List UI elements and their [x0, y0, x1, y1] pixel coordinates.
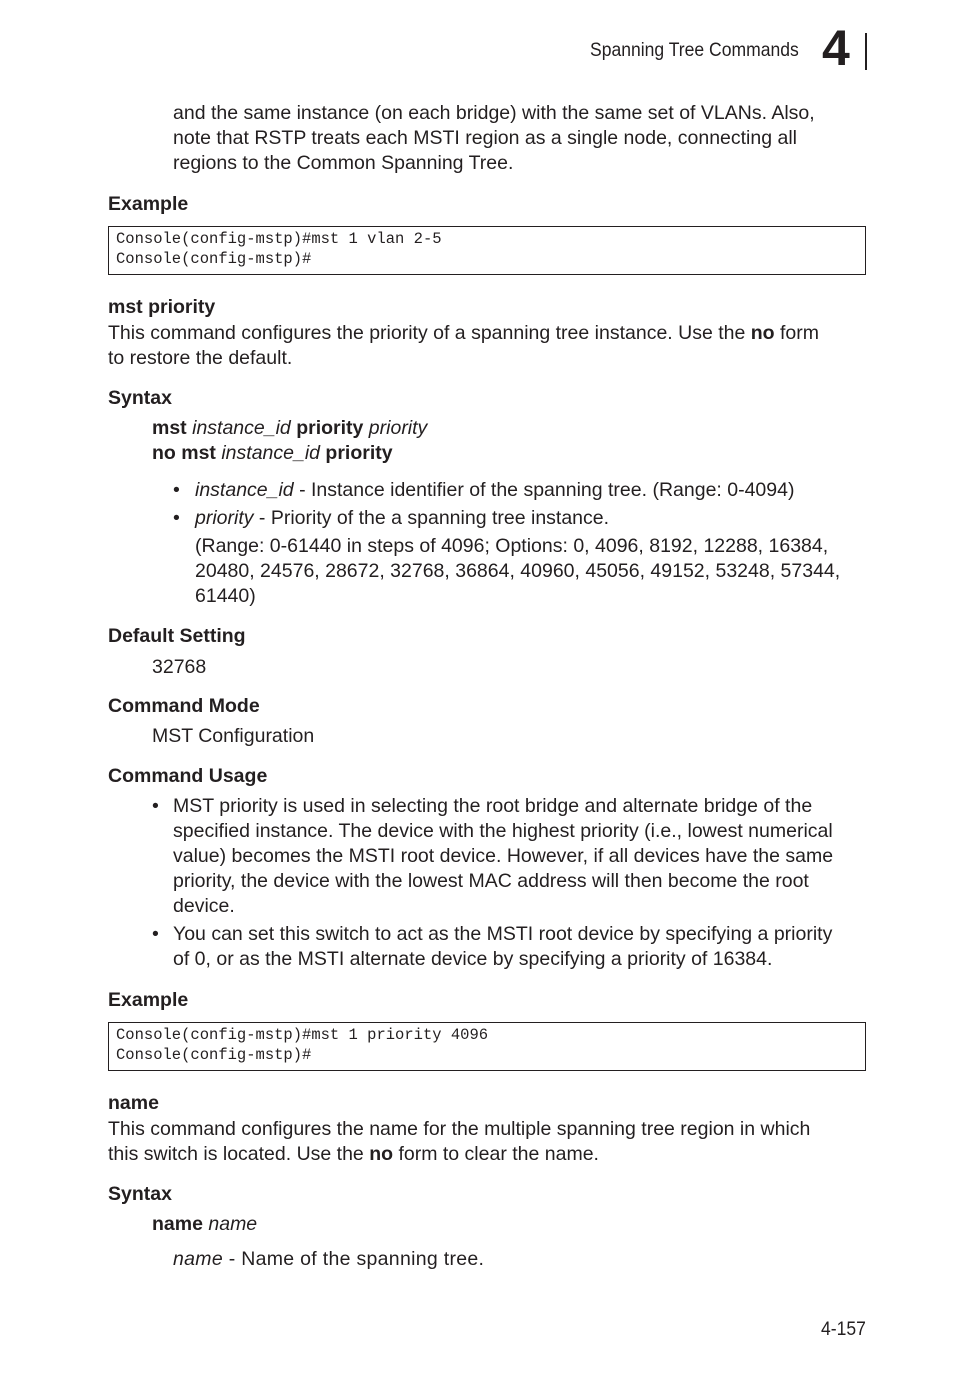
range-line: 61440) — [195, 585, 256, 607]
command-title: mst priority — [108, 296, 216, 318]
list-item: • instance_id - Instance identifier of the spanning tree. (Range: 0-4094) — [173, 479, 795, 501]
usage-line: value) becomes the MSTI root device. However, if all devices have the same — [173, 845, 834, 867]
running-header: Spanning Tree Commands — [590, 39, 799, 61]
syntax-heading: Syntax — [108, 1183, 172, 1205]
code-line: Console(config-mstp)# — [116, 1045, 312, 1064]
description-line: This command configures the name for the multiple spanning tree region in which — [108, 1118, 811, 1140]
code-line: Console(config-mstp)#mst 1 vlan 2-5 — [116, 230, 442, 248]
command-description — [108, 1117, 810, 1167]
page-number: 4-157 — [821, 1318, 866, 1340]
command-title: name — [108, 1092, 159, 1114]
list-item — [152, 794, 833, 919]
bullet: • — [173, 479, 180, 501]
syntax-line: name name — [152, 1213, 258, 1235]
intro-line: regions to the Common Spanning Tree. — [173, 152, 514, 174]
example-heading: Example — [108, 193, 189, 215]
usage-line: You can set this switch to act as the MSTI root device by specifying a priority — [173, 923, 833, 945]
syntax-block — [152, 416, 427, 466]
command-mode-heading: Command Mode — [108, 695, 260, 717]
syntax-line: no mst instance_id priority — [152, 442, 393, 464]
intro-paragraph — [173, 101, 815, 176]
range-line: (Range: 0-61440 in steps of 4096; Options: 0, 4096, 8192, 12288, 16384, — [195, 535, 829, 557]
example-heading: Example — [108, 989, 189, 1011]
range-note — [173, 534, 840, 609]
chapter-rule — [865, 33, 867, 70]
chapter-number: 4 — [822, 20, 850, 76]
syntax-heading: Syntax — [108, 387, 172, 409]
code-line: Console(config-mstp)#mst 1 priority 4096 — [116, 1026, 489, 1044]
default-value: 32768 — [152, 656, 207, 678]
list-item — [152, 922, 833, 972]
syntax-line: mst instance_id priority priority — [152, 417, 428, 439]
command-usage-heading: Command Usage — [108, 765, 268, 787]
description-line: this switch is located. Use the no form to clear the name. — [108, 1143, 599, 1165]
usage-line: device. — [173, 895, 235, 917]
default-setting-heading: Default Setting — [108, 625, 246, 647]
command-description — [108, 321, 819, 371]
usage-line: of 0, or as the MSTI alternate device by specifying a priority of 16384. — [173, 948, 773, 970]
usage-list — [152, 794, 833, 972]
intro-line: note that RSTP treats each MSTI region as a single node, connecting all — [173, 127, 797, 149]
usage-line: specified instance. The device with the highest priority (i.e., lowest numerical — [173, 820, 833, 842]
usage-line: MST priority is used in selecting the root bridge and alternate bridge of the — [173, 795, 813, 817]
bullet: • — [152, 923, 159, 945]
code-example-box — [108, 226, 866, 275]
parameter-description: name - Name of the spanning tree. — [173, 1248, 485, 1270]
bullet: • — [173, 507, 180, 529]
code-example-box — [108, 1022, 866, 1071]
list-item: • priority - Priority of the a spanning tree instance. — [173, 507, 610, 529]
code-line: Console(config-mstp)# — [116, 249, 312, 268]
description-line: to restore the default. — [108, 347, 293, 369]
usage-line: priority, the device with the lowest MAC address will then become the root — [173, 870, 809, 892]
command-mode-value: MST Configuration — [152, 725, 315, 747]
parameter-list — [173, 478, 840, 609]
description-line: This command configures the priority of a spanning tree instance. Use the no form — [108, 322, 819, 344]
bullet: • — [152, 795, 159, 817]
range-line: 20480, 24576, 28672, 32768, 36864, 40960, 45056, 49152, 53248, 57344, — [195, 560, 841, 582]
intro-line: and the same instance (on each bridge) with the same set of VLANs. Also, — [173, 102, 815, 124]
